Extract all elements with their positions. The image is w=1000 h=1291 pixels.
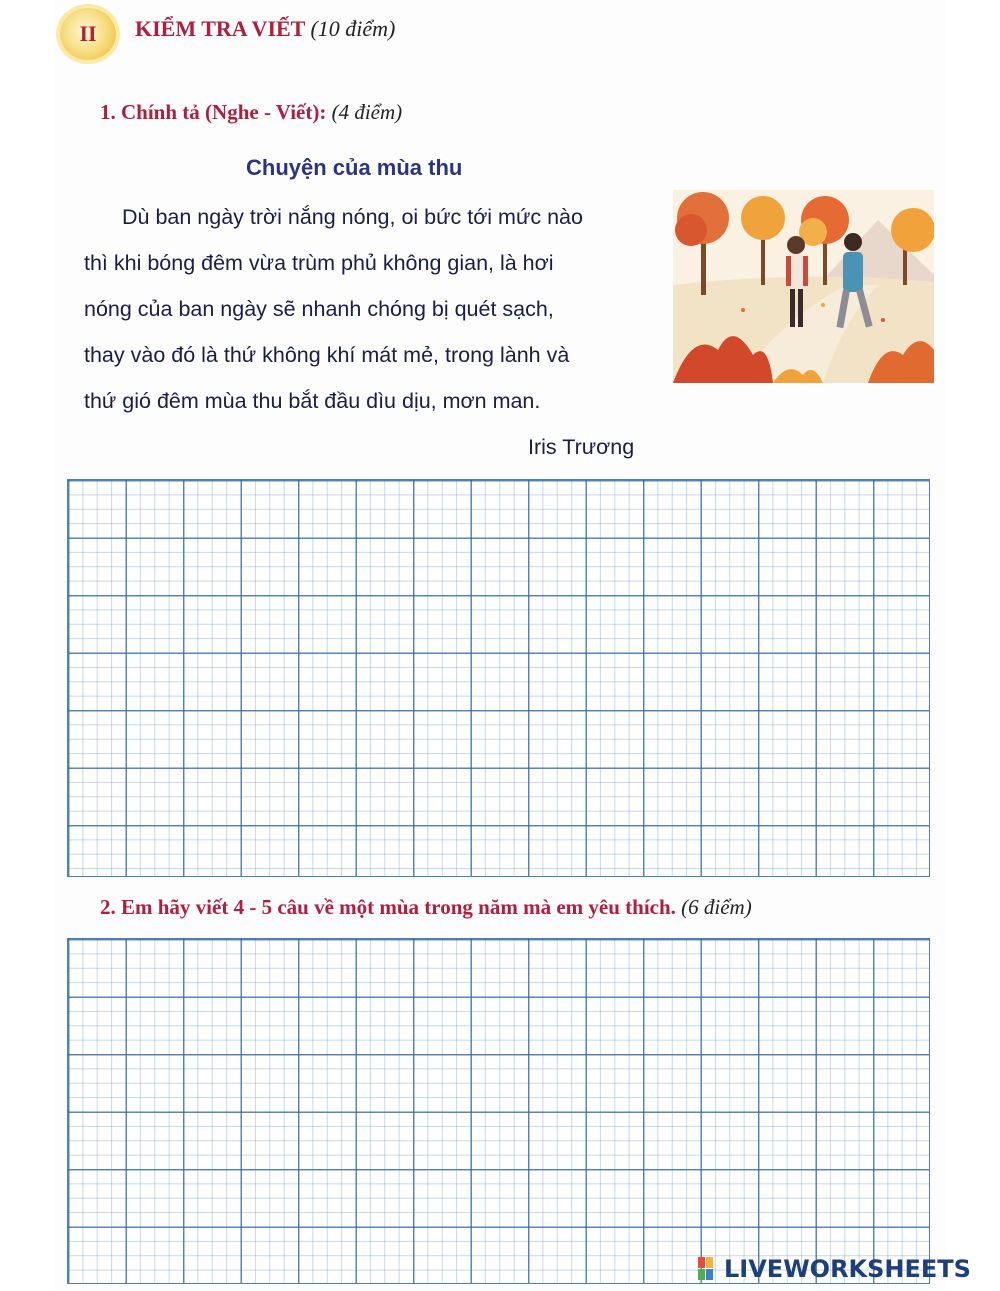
autumn-walk-illustration	[673, 190, 934, 383]
story-line: nóng của ban ngày sẽ nhanh chóng bị quét sạch,	[84, 297, 554, 321]
question-2-text: 2. Em hãy viết 4 - 5 câu về một mùa trong năm mà em yêu thích.	[100, 895, 676, 919]
story-author: Iris Trương	[528, 435, 635, 459]
section-title-text: KIỂM TRA VIẾT	[135, 16, 305, 41]
question-2-title	[100, 895, 752, 920]
handwriting-grid-dictation[interactable]	[67, 479, 930, 877]
story-line: thì khi bóng đêm vừa trùm phủ không gian, là hơi	[84, 251, 554, 275]
question-1-points: (4 điểm)	[331, 100, 403, 124]
liveworksheets-watermark	[698, 1254, 971, 1284]
question-2-points: (6 điểm)	[681, 895, 752, 919]
story-line: thay vào đó là thứ không khí mát mẻ, trong lành và	[84, 343, 570, 367]
section-title	[135, 16, 395, 42]
question-1-title	[100, 100, 402, 125]
section-number: II	[79, 21, 97, 46]
story-line: thứ gió đêm mùa thu bắt đầu dìu dịu, mơn man.	[84, 389, 541, 413]
story-line: Dù ban ngày trời nắng nóng, oi bức tới mức nào	[122, 205, 583, 229]
watermark-text: LIVEWORKSHEETS	[724, 1255, 971, 1283]
handwriting-grid-essay[interactable]	[67, 938, 930, 1284]
section-points: (10 điểm)	[310, 16, 396, 41]
liveworksheets-logo-icon	[698, 1257, 722, 1281]
question-1-text: 1. Chính tả (Nghe - Viết):	[100, 100, 327, 124]
section-number-badge	[60, 8, 116, 60]
story-title: Chuyện của mùa thu	[246, 155, 463, 180]
